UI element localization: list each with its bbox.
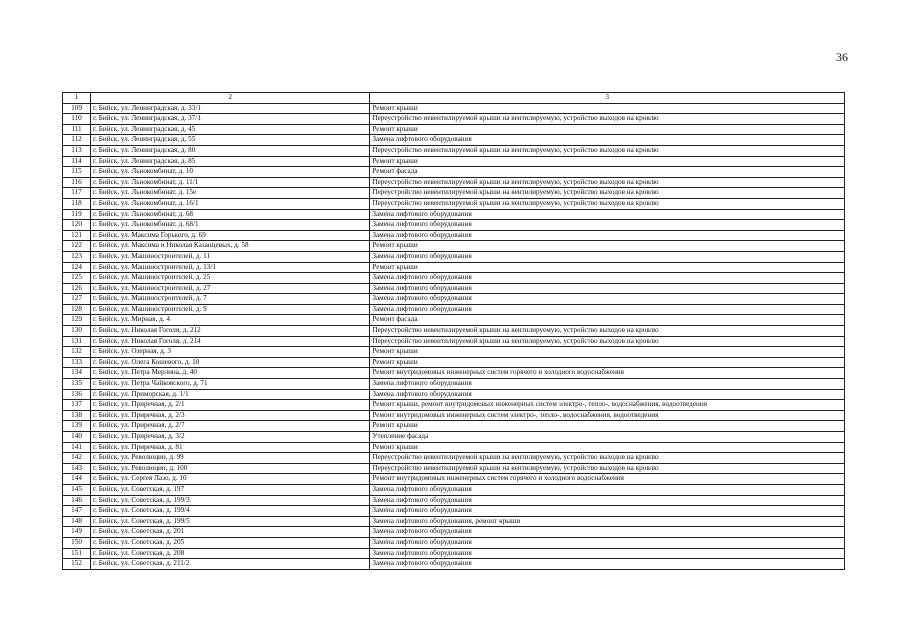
cell-address: г. Бийск, ул. Машиностроителей, д. 13/1 <box>91 262 370 273</box>
cell-work: Замена лифтового оборудования <box>370 484 845 495</box>
cell-work: Ремонт крыши <box>370 262 845 273</box>
cell-number: 129 <box>63 315 91 326</box>
cell-number: 143 <box>63 463 91 474</box>
table-row <box>63 262 845 273</box>
cell-address: г. Бийск, ул. Советская, д. 199/3 <box>91 495 370 506</box>
cell-work: Ремонт крыши <box>370 421 845 432</box>
table-row <box>63 484 845 495</box>
cell-address: г. Бийск, ул. Машиностроителей, д. 11 <box>91 251 370 262</box>
cell-number: 148 <box>63 516 91 527</box>
cell-work: Замена лифтового оборудования <box>370 220 845 231</box>
cell-work: Ремонт крыши <box>370 357 845 368</box>
cell-address: г. Бийск, ул. Ленинградская, д. 33/1 <box>91 103 370 114</box>
cell-number: 116 <box>63 177 91 188</box>
cell-address: г. Бийск, ул. Советская, д. 199/4 <box>91 506 370 517</box>
table-row <box>63 559 845 570</box>
table-row <box>63 230 845 241</box>
table-row <box>63 474 845 485</box>
table-row <box>63 389 845 400</box>
cell-address: г. Бийск, ул. Машиностроителей, д. 7 <box>91 294 370 305</box>
cell-number: 149 <box>63 527 91 538</box>
cell-work: Замена лифтового оборудования <box>370 379 845 390</box>
cell-address: г. Бийск, ул. Революции, д. 100 <box>91 463 370 474</box>
table-row <box>63 114 845 125</box>
table-row <box>63 198 845 209</box>
table-row <box>63 177 845 188</box>
header-col-address: 2 <box>91 93 370 104</box>
cell-work: Ремонт внутридомовых инженерных систем горячего и холодного водоснабжения <box>370 368 845 379</box>
cell-address: г. Бийск, ул. Приморская, д. 1/1 <box>91 389 370 400</box>
table-row <box>63 188 845 199</box>
cell-address: г. Бийск, ул. Приречная, д. 2/1 <box>91 400 370 411</box>
table-row <box>63 241 845 252</box>
cell-number: 144 <box>63 474 91 485</box>
cell-work: Переустройство невентилируемой крыши на вентилируемую, устройство выходов на кровлю <box>370 326 845 337</box>
table-row <box>63 156 845 167</box>
cell-address: г. Бийск, ул. Ленинградская, д. 37/1 <box>91 114 370 125</box>
table-row <box>63 135 845 146</box>
table-row <box>63 537 845 548</box>
table-row <box>63 548 845 559</box>
cell-address: г. Бийск, ул. Олега Кошевого, д. 10 <box>91 357 370 368</box>
cell-address: г. Бийск, ул. Петра Чайковского, д. 71 <box>91 379 370 390</box>
cell-work: Ремонт внутридомовых инженерных систем электро-, тепло-, водоснабжения, водоотведения <box>370 410 845 421</box>
cell-work: Ремонт крыши <box>370 156 845 167</box>
cell-number: 126 <box>63 283 91 294</box>
cell-number: 127 <box>63 294 91 305</box>
cell-address: г. Бийск, ул. Льнокомбинат, д. 11/1 <box>91 177 370 188</box>
cell-number: 140 <box>63 432 91 443</box>
table-row <box>63 506 845 517</box>
table-row <box>63 357 845 368</box>
cell-work: Ремонт фасада <box>370 167 845 178</box>
cell-number: 123 <box>63 251 91 262</box>
table-row <box>63 209 845 220</box>
cell-work: Ремонт крыши <box>370 442 845 453</box>
cell-address: г. Бийск, ул. Машиностроителей, д. 9 <box>91 304 370 315</box>
table-row <box>63 283 845 294</box>
table-row <box>63 326 845 337</box>
cell-address: г. Бийск, ул. Приречная, д. 3/2 <box>91 432 370 443</box>
cell-number: 132 <box>63 347 91 358</box>
table-row <box>63 145 845 156</box>
cell-work: Замена лифтового оборудования <box>370 495 845 506</box>
cell-work: Замена лифтового оборудования <box>370 506 845 517</box>
cell-work: Переустройство невентилируемой крыши на вентилируемую, устройство выходов на кровлю <box>370 114 845 125</box>
cell-number: 110 <box>63 114 91 125</box>
cell-address: г. Бийск, ул. Советская, д. 197 <box>91 484 370 495</box>
cell-number: 117 <box>63 188 91 199</box>
table-row <box>63 463 845 474</box>
table-row <box>63 527 845 538</box>
table-row <box>63 400 845 411</box>
cell-number: 122 <box>63 241 91 252</box>
cell-number: 114 <box>63 156 91 167</box>
cell-address: г. Бийск, ул. Приречная, д. 81 <box>91 442 370 453</box>
cell-address: г. Бийск, ул. Льнокомбинат, д. 15е <box>91 188 370 199</box>
cell-work: Замена лифтового оборудования <box>370 294 845 305</box>
cell-work: Ремонт крыши, ремонт внутридомовых инженерных систем электро-, тепло-, водоснабжения, водоотведения <box>370 400 845 411</box>
cell-number: 152 <box>63 559 91 570</box>
header-col-work: 3 <box>370 93 845 104</box>
table-row <box>63 273 845 284</box>
cell-work: Утепление фасада <box>370 432 845 443</box>
work-register-table <box>62 92 845 570</box>
cell-number: 130 <box>63 326 91 337</box>
cell-number: 128 <box>63 304 91 315</box>
table-row <box>63 315 845 326</box>
table-row <box>63 379 845 390</box>
cell-number: 135 <box>63 379 91 390</box>
cell-work: Переустройство невентилируемой крыши на вентилируемую, устройство выходов на кровлю <box>370 177 845 188</box>
cell-work: Замена лифтового оборудования <box>370 209 845 220</box>
cell-number: 136 <box>63 389 91 400</box>
cell-number: 137 <box>63 400 91 411</box>
table-row <box>63 167 845 178</box>
cell-address: г. Бийск, ул. Льнокомбинат, д. 16/1 <box>91 198 370 209</box>
cell-number: 121 <box>63 230 91 241</box>
cell-work: Ремонт внутридомовых инженерных систем горячего и холодного водоснабжения <box>370 474 845 485</box>
cell-number: 113 <box>63 145 91 156</box>
cell-number: 142 <box>63 453 91 464</box>
table-row <box>63 421 845 432</box>
cell-number: 138 <box>63 410 91 421</box>
cell-work: Замена лифтового оборудования <box>370 251 845 262</box>
cell-number: 112 <box>63 135 91 146</box>
page-number: 36 <box>836 50 848 64</box>
cell-work: Ремонт крыши <box>370 241 845 252</box>
table-row <box>63 336 845 347</box>
cell-address: г. Бийск, ул. Максима и Николая Казанцевых, д. 58 <box>91 241 370 252</box>
cell-address: г. Бийск, ул. Ленинградская, д. 85 <box>91 156 370 167</box>
cell-address: г. Бийск, ул. Сергея Лазо, д. 10 <box>91 474 370 485</box>
table-row <box>63 432 845 443</box>
cell-address: г. Бийск, ул. Максима Горького, д. 69 <box>91 230 370 241</box>
cell-work: Ремонт фасада <box>370 315 845 326</box>
table-row <box>63 347 845 358</box>
cell-address: г. Бийск, ул. Николая Гоголя, д. 212 <box>91 326 370 337</box>
cell-address: г. Бийск, ул. Ленинградская, д. 80 <box>91 145 370 156</box>
table-header-row <box>63 93 845 104</box>
header-col-number: 1 <box>63 93 91 104</box>
cell-address: г. Бийск, ул. Советская, д. 201 <box>91 527 370 538</box>
cell-address: г. Бийск, ул. Советская, д. 205 <box>91 537 370 548</box>
cell-number: 118 <box>63 198 91 209</box>
cell-work: Замена лифтового оборудования <box>370 537 845 548</box>
cell-number: 145 <box>63 484 91 495</box>
cell-work: Переустройство невентилируемой крыши на вентилируемую, устройство выходов на кровлю <box>370 198 845 209</box>
cell-work: Замена лифтового оборудования <box>370 389 845 400</box>
table-row <box>63 453 845 464</box>
cell-number: 120 <box>63 220 91 231</box>
table-row <box>63 368 845 379</box>
table-row <box>63 220 845 231</box>
cell-address: г. Бийск, ул. Ленинградская, д. 45 <box>91 124 370 135</box>
cell-address: г. Бийск, ул. Озерная, д. 3 <box>91 347 370 358</box>
table-row <box>63 410 845 421</box>
cell-number: 147 <box>63 506 91 517</box>
table-body <box>63 93 845 570</box>
cell-address: г. Бийск, ул. Льнокомбинат, д. 10 <box>91 167 370 178</box>
cell-address: г. Бийск, ул. Советская, д. 199/5 <box>91 516 370 527</box>
cell-address: г. Бийск, ул. Петра Мерлина, д. 40 <box>91 368 370 379</box>
table-row <box>63 495 845 506</box>
cell-address: г. Бийск, ул. Приречная, д. 2/3 <box>91 410 370 421</box>
table-row <box>63 103 845 114</box>
cell-address: г. Бийск, ул. Приречная, д. 2/7 <box>91 421 370 432</box>
cell-number: 124 <box>63 262 91 273</box>
cell-work: Переустройство невентилируемой крыши на вентилируемую, устройство выходов на кровлю <box>370 453 845 464</box>
cell-work: Замена лифтового оборудования <box>370 304 845 315</box>
cell-number: 119 <box>63 209 91 220</box>
table-row <box>63 516 845 527</box>
cell-address: г. Бийск, ул. Ленинградская, д. 55 <box>91 135 370 146</box>
cell-address: г. Бийск, ул. Льнокомбинат, д. 68 <box>91 209 370 220</box>
cell-address: г. Бийск, ул. Льнокомбинат, д. 68/1 <box>91 220 370 231</box>
cell-number: 111 <box>63 124 91 135</box>
cell-address: г. Бийск, ул. Революции, д. 99 <box>91 453 370 464</box>
cell-number: 146 <box>63 495 91 506</box>
cell-address: г. Бийск, ул. Машиностроителей, д. 25 <box>91 273 370 284</box>
table-row <box>63 251 845 262</box>
cell-work: Переустройство невентилируемой крыши на вентилируемую, устройство выходов на кровлю <box>370 336 845 347</box>
cell-number: 109 <box>63 103 91 114</box>
cell-work: Замена лифтового оборудования <box>370 135 845 146</box>
table-row <box>63 304 845 315</box>
cell-work: Замена лифтового оборудования <box>370 230 845 241</box>
cell-work: Замена лифтового оборудования <box>370 548 845 559</box>
cell-work: Ремонт крыши <box>370 347 845 358</box>
cell-work: Переустройство невентилируемой крыши на вентилируемую, устройство выходов на кровлю <box>370 188 845 199</box>
cell-address: г. Бийск, ул. Николая Гоголя, д. 214 <box>91 336 370 347</box>
cell-address: г. Бийск, ул. Мирная, д. 4 <box>91 315 370 326</box>
cell-number: 141 <box>63 442 91 453</box>
cell-number: 131 <box>63 336 91 347</box>
cell-work: Ремонт крыши <box>370 103 845 114</box>
cell-number: 125 <box>63 273 91 284</box>
cell-work: Замена лифтового оборудования <box>370 283 845 294</box>
cell-work: Замена лифтового оборудования, ремонт крыши <box>370 516 845 527</box>
cell-number: 150 <box>63 537 91 548</box>
cell-work: Переустройство невентилируемой крыши на вентилируемую, устройство выходов на кровлю <box>370 145 845 156</box>
cell-number: 134 <box>63 368 91 379</box>
cell-number: 139 <box>63 421 91 432</box>
cell-work: Переустройство невентилируемой крыши на вентилируемую, устройство выходов на кровлю <box>370 463 845 474</box>
cell-address: г. Бийск, ул. Советская, д. 208 <box>91 548 370 559</box>
cell-address: г. Бийск, ул. Машиностроителей, д. 27 <box>91 283 370 294</box>
cell-number: 115 <box>63 167 91 178</box>
cell-work: Замена лифтового оборудования <box>370 559 845 570</box>
cell-number: 151 <box>63 548 91 559</box>
cell-address: г. Бийск, ул. Советская, д. 211/2 <box>91 559 370 570</box>
table-row <box>63 294 845 305</box>
table-row <box>63 124 845 135</box>
cell-work: Замена лифтового оборудования <box>370 527 845 538</box>
cell-work: Замена лифтового оборудования <box>370 273 845 284</box>
cell-number: 133 <box>63 357 91 368</box>
table-row <box>63 442 845 453</box>
cell-work: Ремонт крыши <box>370 124 845 135</box>
